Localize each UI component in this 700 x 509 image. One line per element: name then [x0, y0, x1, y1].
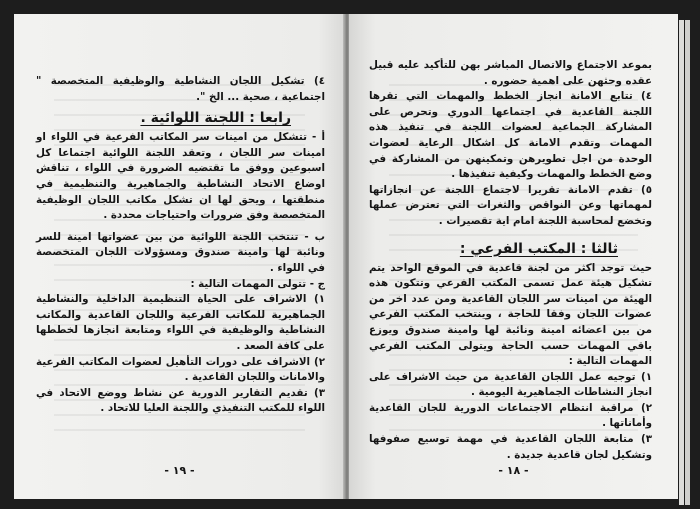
list-item: ٣) تقديم التقارير الدورية عن نشاط ووضع الاتحاد في اللواء للمكتب التنفيذي واللجنة العليا للاتحاد . [36, 386, 325, 415]
list-item: ٥) تقدم الامانة تقريرا لاجتماع اللجنة عن انجازاتها لمهماتها وعن النواقص والثغرات التي تعترض عملها وتخضع لمحاسبة اللجنة امام اية تقصيرات . [369, 183, 652, 227]
left-page-text [36, 74, 325, 459]
left-page [14, 14, 345, 499]
list-item: ٢) الاشراف على دورات التأهيل لعضوات المكاتب الفرعية والامانات واللجان القاعدية . [36, 355, 325, 384]
list-item: ٤) تتابع الامانة انجاز الخطط والمهمات التي تقرها اللجنة القاعدية في اجتماعها الدوري وتحرص على المشاركة الجماعية لعضوات اللجنة في تنفيذ هذه المهمات وتقدم الامانة كل اشكال الرعاية لعضوات الوحدة من اجل تطويرهن وتمكينهن من المشاركة في وضع الخطط والمهمات وكيفية تنفيذها . [369, 90, 652, 181]
section-heading: ثالثا : المكتب الفرعي : [459, 240, 618, 257]
right-page-text [369, 58, 652, 459]
paragraph: ج - تتولى المهمات التالية : [190, 277, 325, 290]
paragraph: أ - تتشكل من امينات سر المكاتب الفرعية في اللواء او امينات سر اللجان ، وتعقد اللجنة اللوائية اجتماعا كل اسبوعين ووفق ما تقتضيه الضرورة في اللواء ، تناقش اوضاع الاتحاد النشاطية والجماهيرية والتنظيمية في منطقتها ، ويحق لها ان تشكل مكاتب اللجان الوظيفية المتخصصة وفق ضرورات واحتياجات محددة . [36, 131, 325, 222]
page-edge [685, 20, 690, 505]
paragraph: حيث توجد اكثر من لجنة قاعدية في الموقع الواحد يتم تشكيل هيئة عمل تسمى المكتب الفرعي وتتكون هذه الهيئة من امينات سر اللجان القاعدية ومن عدد اخر من عضوات اللجان وفقا للحاجة ، وينتخب المكتب الفرعي من بين اعضائه امينة ونائبة لها وامينة صندوق ويوزع باقي المهمات حسب الحاجة ويتولى المكتب الفرعي المهمات التالية : [369, 261, 652, 368]
list-item: ١) الاشراف على الحياة التنظيمية الداخلية والنشاطية الجماهيرية للمكاتب الفرعية واللجان القاعدية والمكاتب النشاطية والوظيفية في اللواء ومتابعة انجازها لخططها على كافة الصعد . [36, 293, 325, 352]
paragraph: ٤) تشكيل اللجان النشاطية والوظيفية المتخصصة " اجتماعية ، صحية ... الخ ". [36, 75, 325, 103]
section-heading: رابعا : اللجنة اللوائية . [140, 110, 291, 127]
right-page [349, 14, 678, 499]
page-number: - ١٩ - [164, 464, 195, 477]
page-edge [679, 20, 684, 505]
page-number: - ١٨ - [498, 464, 529, 477]
list-item: ٣) متابعة اللجان القاعدية في مهمة توسيع صفوفها وتشكيل لجان قاعدية جديدة . [369, 433, 652, 461]
list-item: ١) توجيه عمل اللجان القاعدية من حيث الاشراف على انجاز النشاطات الجماهيرية اليومية . [369, 370, 652, 399]
paragraph: بموعد الاجتماع والاتصال المباشر بهن للتأكيد عليه قبيل عقده وحثهن على اهمية حضوره . [369, 59, 652, 87]
paragraph: ب - تنتخب اللجنة اللوائية من بين عضواتها امينة للسر ونائبة لها وامينة صندوق ومسؤولات اللجان المتخصصة في اللواء . [36, 230, 325, 274]
list-item: ٢) مراقبة انتظام الاجتماعات الدورية للجان القاعدية وأماناتها . [369, 401, 652, 430]
